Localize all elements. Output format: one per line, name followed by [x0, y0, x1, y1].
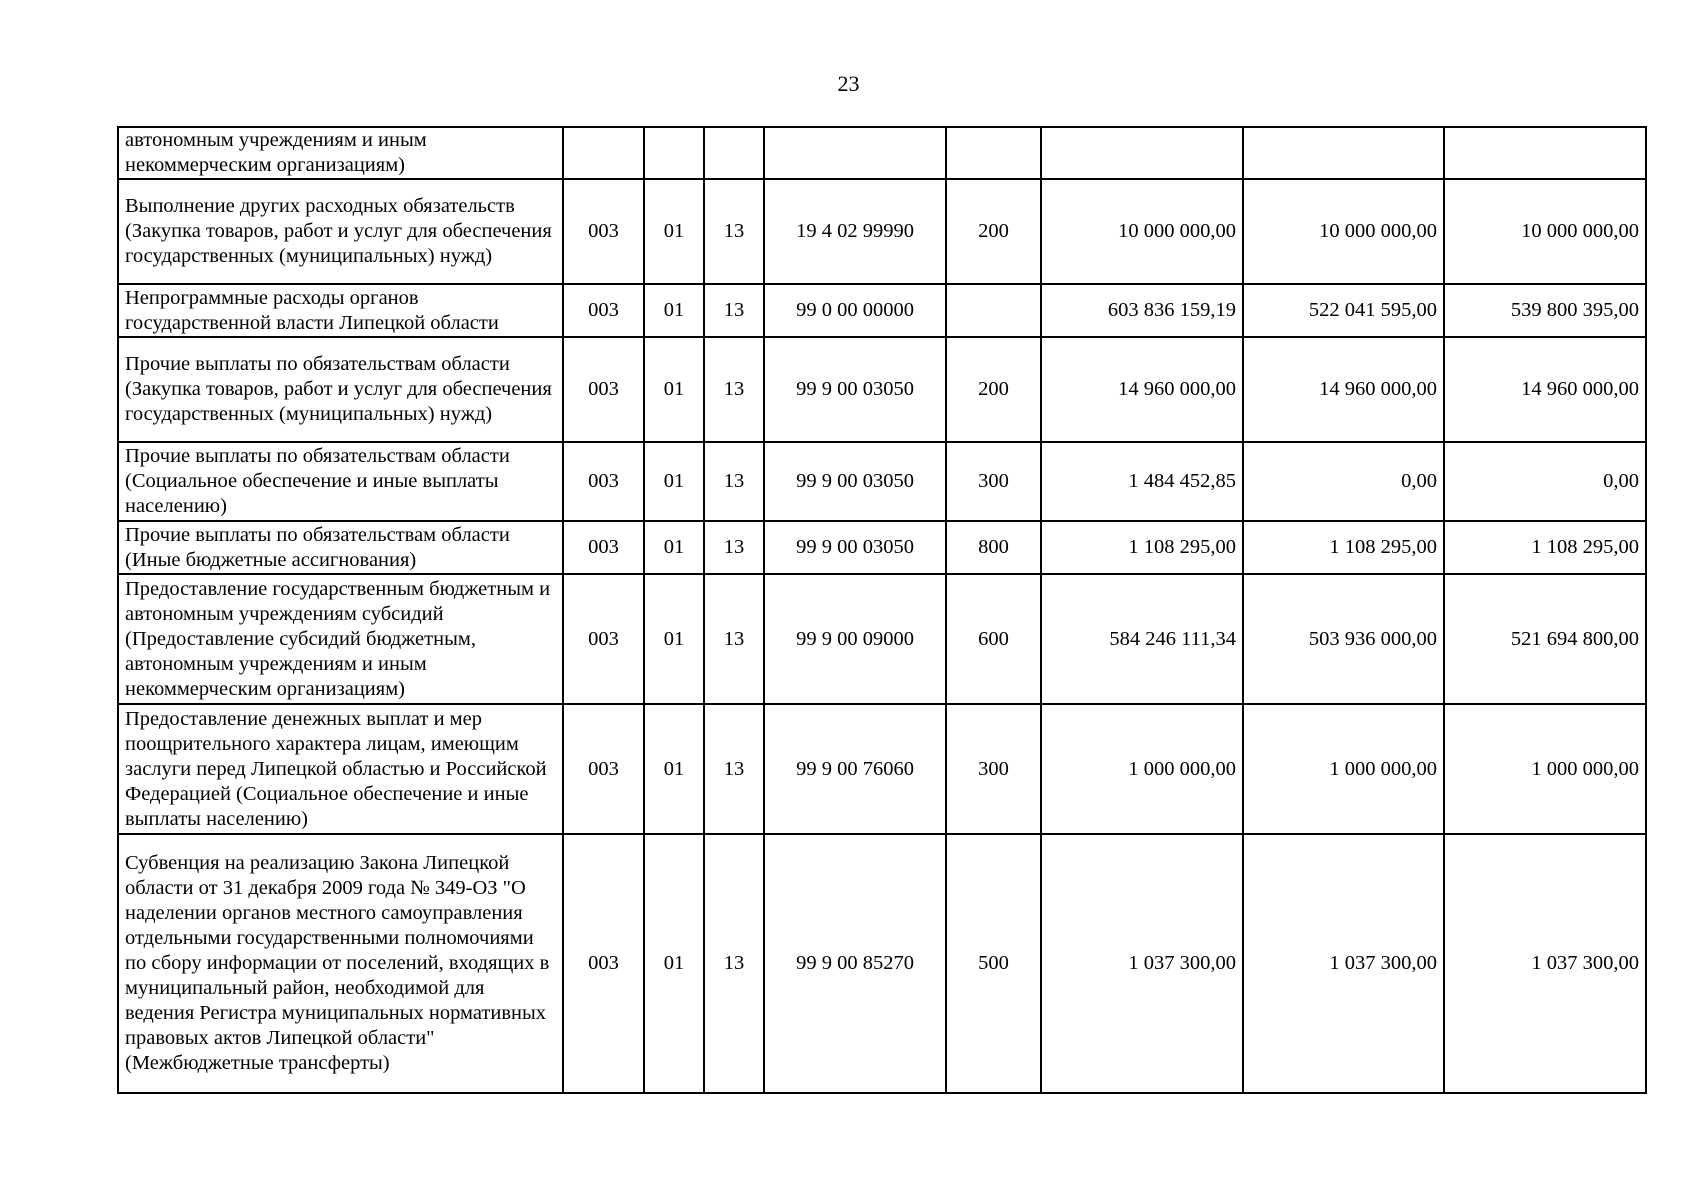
amount-year-1 — [1041, 127, 1243, 179]
amount-year-1: 14 960 000,00 — [1041, 337, 1243, 442]
table-row — [118, 574, 1646, 704]
subsection-code: 13 — [704, 704, 764, 834]
amount-year-2: 14 960 000,00 — [1243, 337, 1444, 442]
expense-type-code — [946, 284, 1041, 337]
expense-name: Прочие выплаты по обязательствам области (Социальное обеспечение и иные выплаты населению) — [118, 442, 563, 521]
amount-year-1: 10 000 000,00 — [1041, 179, 1243, 284]
section-code: 01 — [644, 442, 704, 521]
amount-year-2: 10 000 000,00 — [1243, 179, 1444, 284]
section-code: 01 — [644, 337, 704, 442]
expense-name: Выполнение других расходных обязательств (Закупка товаров, работ и услуг для обеспечения государственных (муниципальных) нужд) — [118, 179, 563, 284]
expense-name: Субвенция на реализацию Закона Липецкой области от 31 декабря 2009 года № 349-ОЗ "О наделении органов местного самоуправления отдельными государственными полномочиями по сбору информации от поселений, входящих в муниципальный район, необходимой для ведения Регистра муниципальных нормативных правовых актов Липецкой области" (Межбюджетные трансферты) — [118, 834, 563, 1093]
amount-year-3 — [1444, 127, 1646, 179]
expense-name: Непрограммные расходы органов государственной власти Липецкой области — [118, 284, 563, 337]
expense-type-code: 300 — [946, 442, 1041, 521]
target-article-code: 99 9 00 03050 — [764, 337, 946, 442]
ministry-code — [563, 127, 644, 179]
amount-year-2: 503 936 000,00 — [1243, 574, 1444, 704]
expense-type-code: 300 — [946, 704, 1041, 834]
expense-type-code: 600 — [946, 574, 1041, 704]
amount-year-2 — [1243, 127, 1444, 179]
section-code: 01 — [644, 284, 704, 337]
amount-year-3: 1 108 295,00 — [1444, 521, 1646, 574]
target-article-code: 99 9 00 85270 — [764, 834, 946, 1093]
target-article-code: 99 9 00 03050 — [764, 442, 946, 521]
table-row — [118, 127, 1646, 179]
amount-year-3: 0,00 — [1444, 442, 1646, 521]
ministry-code: 003 — [563, 834, 644, 1093]
target-article-code: 99 0 00 00000 — [764, 284, 946, 337]
target-article-code: 99 9 00 03050 — [764, 521, 946, 574]
amount-year-3: 521 694 800,00 — [1444, 574, 1646, 704]
table-row — [118, 337, 1646, 442]
amount-year-2: 522 041 595,00 — [1243, 284, 1444, 337]
ministry-code: 003 — [563, 284, 644, 337]
subsection-code — [704, 127, 764, 179]
expense-name: Прочие выплаты по обязательствам области (Закупка товаров, работ и услуг для обеспечения государственных (муниципальных) нужд) — [118, 337, 563, 442]
subsection-code: 13 — [704, 284, 764, 337]
amount-year-1: 1 108 295,00 — [1041, 521, 1243, 574]
expense-name: автономным учреждениям и иным некоммерческим организациям) — [118, 127, 563, 179]
section-code: 01 — [644, 834, 704, 1093]
table-row — [118, 284, 1646, 337]
amount-year-2: 1 000 000,00 — [1243, 704, 1444, 834]
expense-name: Прочие выплаты по обязательствам области (Иные бюджетные ассигнования) — [118, 521, 563, 574]
subsection-code: 13 — [704, 574, 764, 704]
ministry-code: 003 — [563, 442, 644, 521]
amount-year-1: 603 836 159,19 — [1041, 284, 1243, 337]
section-code: 01 — [644, 521, 704, 574]
target-article-code: 99 9 00 09000 — [764, 574, 946, 704]
amount-year-3: 1 000 000,00 — [1444, 704, 1646, 834]
target-article-code: 19 4 02 99990 — [764, 179, 946, 284]
ministry-code: 003 — [563, 179, 644, 284]
subsection-code: 13 — [704, 179, 764, 284]
amount-year-3: 1 037 300,00 — [1444, 834, 1646, 1093]
section-code — [644, 127, 704, 179]
subsection-code: 13 — [704, 834, 764, 1093]
amount-year-3: 10 000 000,00 — [1444, 179, 1646, 284]
amount-year-1: 584 246 111,34 — [1041, 574, 1243, 704]
amount-year-2: 1 108 295,00 — [1243, 521, 1444, 574]
section-code: 01 — [644, 704, 704, 834]
amount-year-1: 1 484 452,85 — [1041, 442, 1243, 521]
expense-name: Предоставление государственным бюджетным и автономным учреждениям субсидий (Предоставление субсидий бюджетным, автономным учреждениям и иным некоммерческим организациям) — [118, 574, 563, 704]
table-row — [118, 179, 1646, 284]
amount-year-3: 539 800 395,00 — [1444, 284, 1646, 337]
budget-table — [117, 126, 1647, 1094]
page-number: 23 — [837, 71, 860, 96]
table-row — [118, 704, 1646, 834]
target-article-code — [764, 127, 946, 179]
amount-year-1: 1 037 300,00 — [1041, 834, 1243, 1093]
table-row — [118, 834, 1646, 1093]
expense-type-code — [946, 127, 1041, 179]
amount-year-2: 1 037 300,00 — [1243, 834, 1444, 1093]
table-row — [118, 442, 1646, 521]
table-row — [118, 521, 1646, 574]
expense-type-code: 200 — [946, 179, 1041, 284]
expense-type-code: 200 — [946, 337, 1041, 442]
ministry-code: 003 — [563, 574, 644, 704]
subsection-code: 13 — [704, 521, 764, 574]
ministry-code: 003 — [563, 521, 644, 574]
section-code: 01 — [644, 574, 704, 704]
expense-name: Предоставление денежных выплат и мер поощрительного характера лицам, имеющим заслуги перед Липецкой областью и Российской Федерацией (Социальное обеспечение и иные выплаты населению) — [118, 704, 563, 834]
section-code: 01 — [644, 179, 704, 284]
amount-year-3: 14 960 000,00 — [1444, 337, 1646, 442]
amount-year-2: 0,00 — [1243, 442, 1444, 521]
expense-type-code: 500 — [946, 834, 1041, 1093]
target-article-code: 99 9 00 76060 — [764, 704, 946, 834]
ministry-code: 003 — [563, 704, 644, 834]
expense-type-code: 800 — [946, 521, 1041, 574]
ministry-code: 003 — [563, 337, 644, 442]
subsection-code: 13 — [704, 337, 764, 442]
amount-year-1: 1 000 000,00 — [1041, 704, 1243, 834]
subsection-code: 13 — [704, 442, 764, 521]
